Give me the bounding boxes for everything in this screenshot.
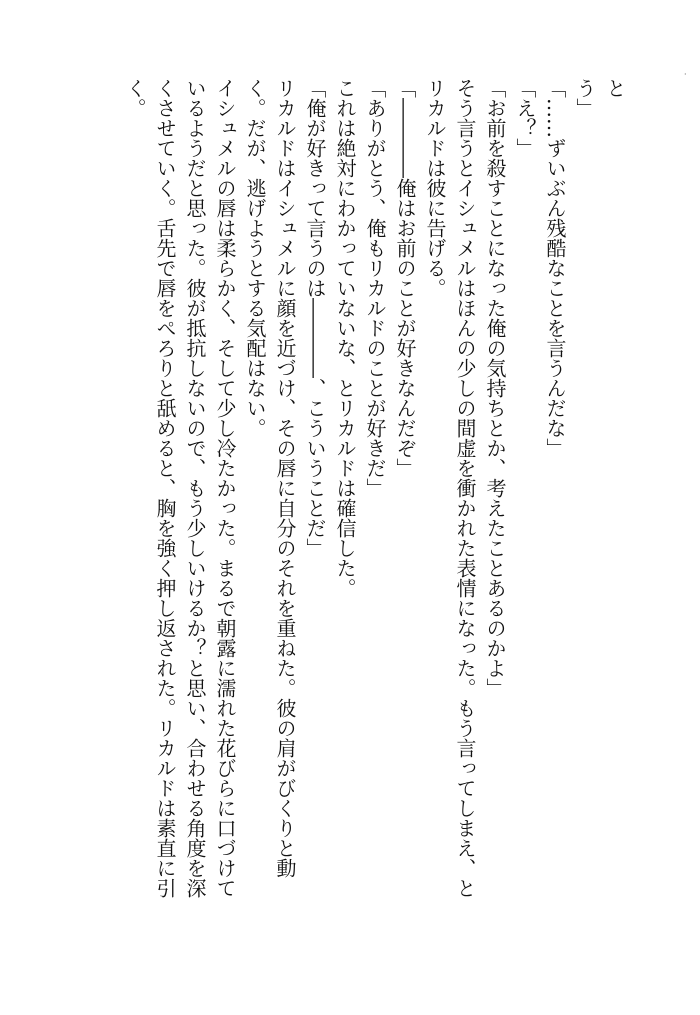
text-line: そう言うとイシュメルはほんの少しの間虚を衝かれた表情になった。もう言ってしまえ、と	[453, 78, 477, 898]
text-line: 「え？」	[513, 78, 537, 158]
text-line: く。	[123, 78, 147, 118]
text-line: 「俺が好きって言うのは――――、こういうことだ」	[303, 78, 327, 558]
text-line: くさせていく。舌先で唇をぺろりと舐めると、胸を強く押し返された。リカルドは素直に引	[153, 78, 177, 898]
text-line: と	[603, 78, 627, 98]
text-line: イシュメルの唇は柔らかく、そして少し冷たかった。まるで朝露に濡れた花びらに口づけて	[213, 78, 237, 898]
text-line: 「……ずいぶん残酷なことを言うんだな」	[543, 78, 567, 458]
text-line: う」	[573, 78, 597, 118]
text-line: 「ありがとう、俺もリカルドのことが好きだ」	[363, 78, 387, 498]
text-line: リカルドはイシュメルに顔を近づけ、その唇に自分のそれを重ねた。彼の肩がびくりと動	[273, 78, 297, 878]
text-line: リカルドは彼に告げる。	[423, 78, 447, 298]
text-line: これは絶対にわかっていないな、とリカルドは確信した。	[333, 78, 357, 598]
text-line: 「――――俺はお前のことが好きなんだぞ」	[393, 78, 417, 478]
text-line: 「お前を殺すことになった俺の気持ちとか、考えたことあるのかよ」	[483, 78, 507, 698]
vertical-text-block	[120, 78, 630, 958]
text-line: く。だが、逃げようとする気配はない。	[243, 78, 267, 438]
text-line: いるようだと思った。彼が抵抗しないので、もう少しいけるか？と思い、合わせる角度を深	[183, 78, 207, 898]
corner-mark: ·	[684, 70, 687, 79]
